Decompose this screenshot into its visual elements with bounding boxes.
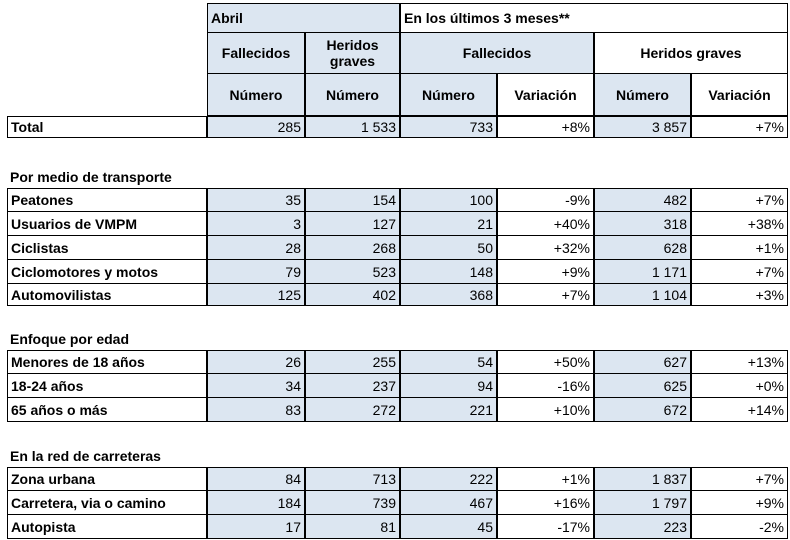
table-cell: 482 <box>594 188 691 212</box>
table-cell: 21 <box>400 212 497 236</box>
table-cell: +7% <box>691 188 788 212</box>
table-cell: 221 <box>400 398 497 422</box>
table-cell: 1 171 <box>594 260 691 284</box>
table-cell: 26 <box>207 350 305 374</box>
row-label: Usuarios de VMPM <box>7 212 207 236</box>
table-cell: 713 <box>305 467 400 491</box>
table-cell: +1% <box>691 236 788 260</box>
table-cell: 625 <box>594 374 691 398</box>
row-label: Total <box>7 116 207 138</box>
table-cell: 35 <box>207 188 305 212</box>
table-cell: 3 <box>207 212 305 236</box>
table-cell: 127 <box>305 212 400 236</box>
table-cell: +9% <box>691 491 788 515</box>
table-cell: +16% <box>497 491 594 515</box>
table-cell: 84 <box>207 467 305 491</box>
table-cell: -2% <box>691 515 788 539</box>
table-cell: -9% <box>497 188 594 212</box>
table-cell: 368 <box>400 284 497 306</box>
table-cell: 272 <box>305 398 400 422</box>
table-cell: +38% <box>691 212 788 236</box>
table-cell: 739 <box>305 491 400 515</box>
table-cell: 467 <box>400 491 497 515</box>
table-cell: +1% <box>497 467 594 491</box>
table-cell: +7% <box>691 467 788 491</box>
table-cell: 125 <box>207 284 305 306</box>
table-cell: 1 104 <box>594 284 691 306</box>
table-cell: 154 <box>305 188 400 212</box>
header-numero-4: Número <box>594 74 691 116</box>
table-cell: 1 533 <box>305 116 400 138</box>
table-cell: +7% <box>691 260 788 284</box>
table-cell: +7% <box>497 284 594 306</box>
row-label: 18-24 años <box>7 374 207 398</box>
table-cell: 268 <box>305 236 400 260</box>
header-numero-2: Número <box>305 74 400 116</box>
table-cell: 17 <box>207 515 305 539</box>
table-cell: 223 <box>594 515 691 539</box>
table-cell: 628 <box>594 236 691 260</box>
row-label: Peatones <box>7 188 207 212</box>
table-cell: +9% <box>497 260 594 284</box>
header-fallecidos-abril: Fallecidos <box>207 33 305 74</box>
table-cell: +10% <box>497 398 594 422</box>
section-title: Enfoque por edad <box>10 331 129 347</box>
row-label: Ciclomotores y motos <box>7 260 207 284</box>
row-label: Menores de 18 años <box>7 350 207 374</box>
table-cell: 148 <box>400 260 497 284</box>
table-cell: 672 <box>594 398 691 422</box>
table-cell: +40% <box>497 212 594 236</box>
table-cell: 83 <box>207 398 305 422</box>
table-cell: 222 <box>400 467 497 491</box>
header-variacion-1: Variación <box>497 74 594 116</box>
table-cell: 1 837 <box>594 467 691 491</box>
table-cell: 34 <box>207 374 305 398</box>
table-cell: +3% <box>691 284 788 306</box>
row-label: Automovilistas <box>7 284 207 306</box>
table-cell: 402 <box>305 284 400 306</box>
table-cell: 255 <box>305 350 400 374</box>
table-cell: +14% <box>691 398 788 422</box>
table-cell: +50% <box>497 350 594 374</box>
table-cell: 3 857 <box>594 116 691 138</box>
table-cell: -16% <box>497 374 594 398</box>
row-label: Zona urbana <box>7 467 207 491</box>
table-cell: +0% <box>691 374 788 398</box>
header-abril: Abril <box>207 3 400 33</box>
table-cell: +13% <box>691 350 788 374</box>
table-cell: 285 <box>207 116 305 138</box>
table-cell: -17% <box>497 515 594 539</box>
table-cell: 100 <box>400 188 497 212</box>
header-heridos-graves-abril: Heridos graves <box>305 33 400 74</box>
header-numero-1: Número <box>207 74 305 116</box>
header-variacion-2: Variación <box>691 74 788 116</box>
header-numero-3: Número <box>400 74 497 116</box>
table-cell: +7% <box>691 116 788 138</box>
table-cell: 54 <box>400 350 497 374</box>
row-label: Carretera, via o camino <box>7 491 207 515</box>
table-cell: 184 <box>207 491 305 515</box>
row-label: 65 años o más <box>7 398 207 422</box>
table-cell: 523 <box>305 260 400 284</box>
table-cell: 28 <box>207 236 305 260</box>
table-cell: 50 <box>400 236 497 260</box>
table-cell: 237 <box>305 374 400 398</box>
section-title: En la red de carreteras <box>10 448 161 464</box>
table-cell: 45 <box>400 515 497 539</box>
table-cell: 1 797 <box>594 491 691 515</box>
table-cell: 81 <box>305 515 400 539</box>
table-cell: 318 <box>594 212 691 236</box>
table-cell: 79 <box>207 260 305 284</box>
section-title: Por medio de transporte <box>10 169 172 185</box>
row-label: Ciclistas <box>7 236 207 260</box>
table-cell: 733 <box>400 116 497 138</box>
header-last-3-months: En los últimos 3 meses** <box>400 3 788 33</box>
table-cell: 94 <box>400 374 497 398</box>
header-fallecidos-3m: Fallecidos <box>400 33 594 74</box>
table-cell: +8% <box>497 116 594 138</box>
header-heridos-graves-3m: Heridos graves <box>594 33 788 74</box>
table-cell: 627 <box>594 350 691 374</box>
row-label: Autopista <box>7 515 207 539</box>
table-cell: +32% <box>497 236 594 260</box>
